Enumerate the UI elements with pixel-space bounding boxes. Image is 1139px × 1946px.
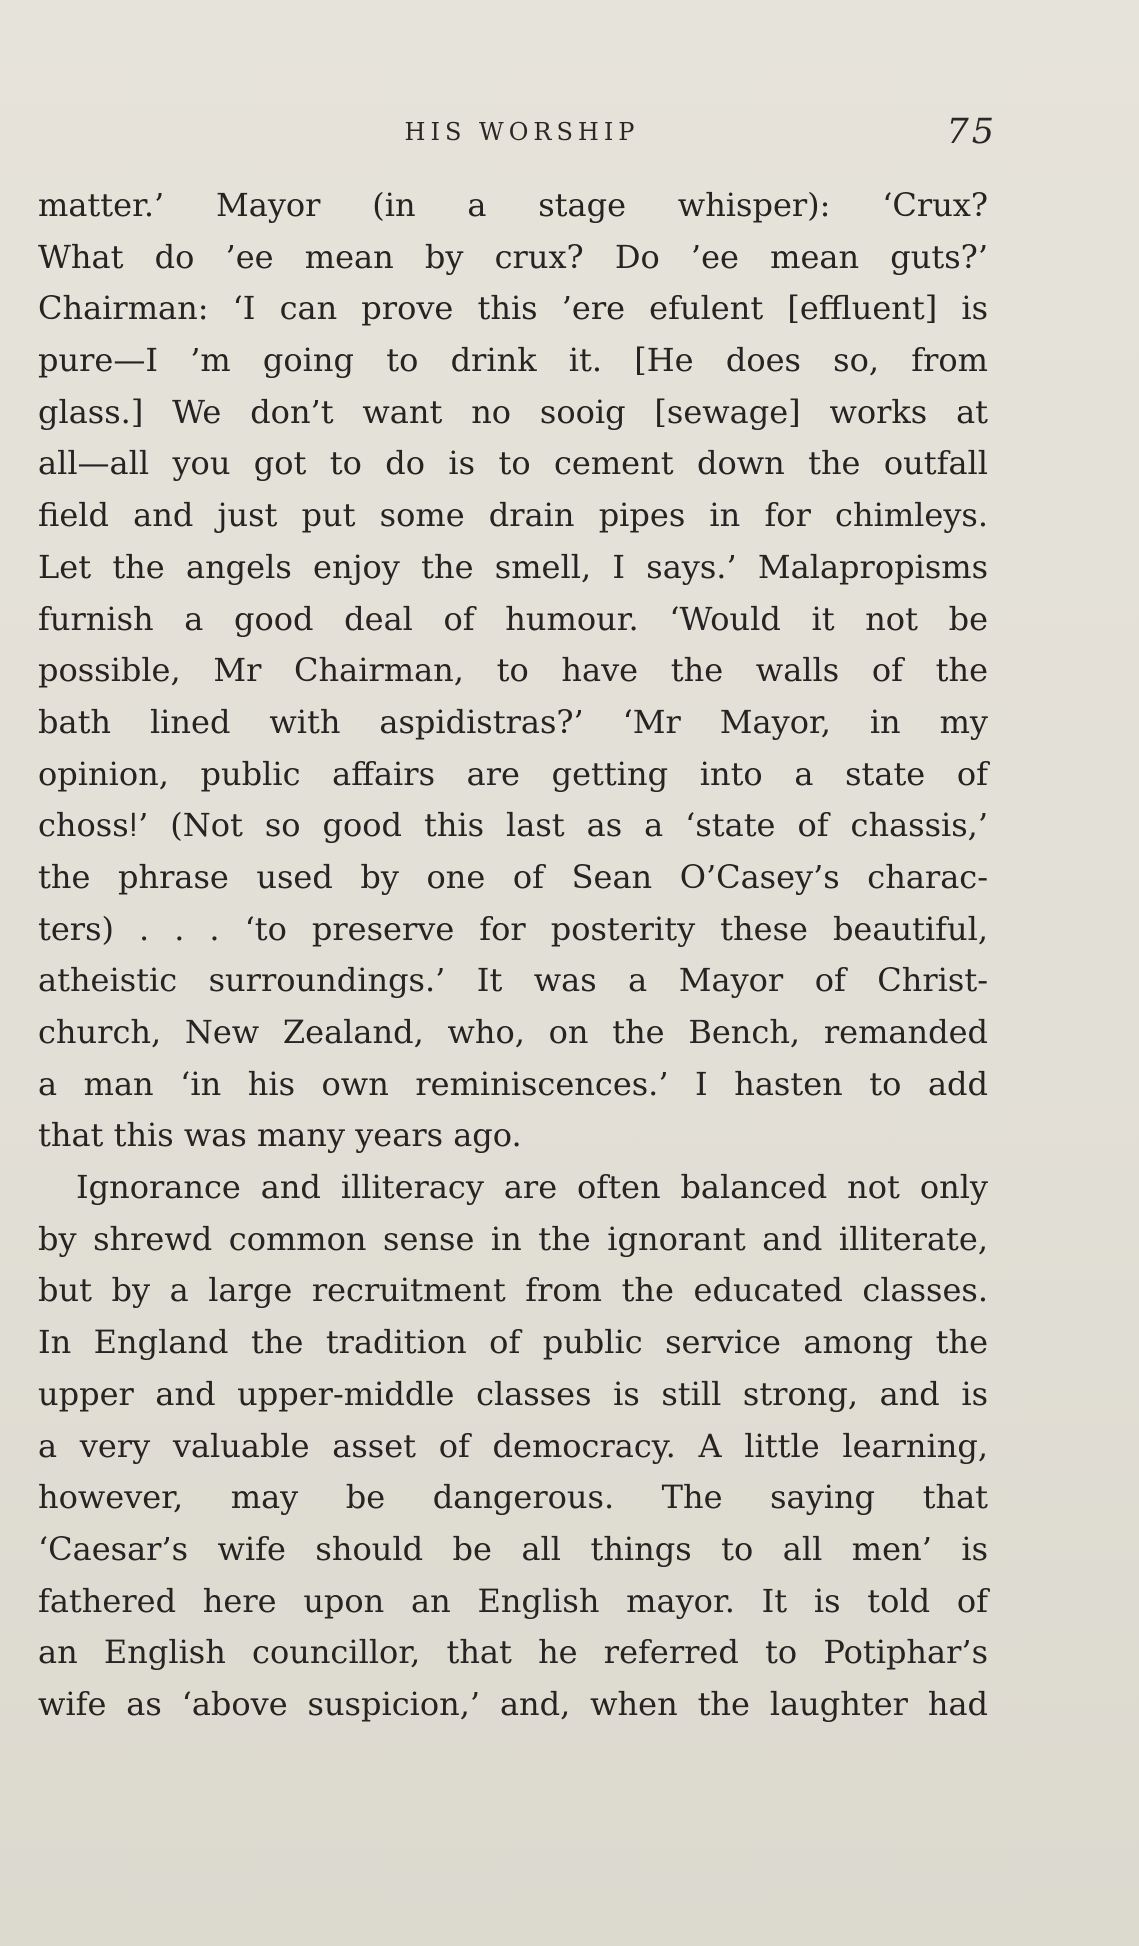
text-line: the phrase used by one of Sean O’Casey’s charac- (38, 857, 988, 896)
text-line: a man ‘in his own reminiscences.’ I hasten to add (38, 1064, 988, 1103)
text-line: fathered here upon an English mayor. It is told of (38, 1581, 988, 1620)
text-line: wife as ‘above suspicion,’ and, when the laughter had (38, 1684, 988, 1723)
text-line: church, New Zealand, who, on the Bench, remanded (38, 1013, 988, 1051)
text-line: field and just put some drain pipes in for chimleys. (38, 496, 988, 535)
text-line: glass.] We don’t want no sooig [sewage] works at (38, 392, 988, 431)
running-title: HIS WORSHIP (404, 118, 640, 146)
text-line: atheistic surroundings.’ It was a Mayor of Christ- (38, 961, 988, 1000)
text-line: Ignorance and illiteracy are often balanced not only (76, 1168, 988, 1207)
text-line: upper and upper-middle classes is still strong, and is (38, 1374, 988, 1413)
text-line: that this was many years ago. (38, 1116, 522, 1155)
text-line: possible, Mr Chairman, to have the walls of the (38, 651, 988, 690)
text-line: bath lined with aspidistras?’ ‘Mr Mayor, in my (38, 702, 988, 741)
text-line: a very valuable asset of democracy. A little learning, (38, 1426, 988, 1465)
text-line: opinion, public affairs are getting into a state of (38, 754, 988, 793)
body-text (38, 180, 988, 1731)
text-line: by shrewd common sense in the ignorant and illiterate, (38, 1219, 988, 1258)
text-line: an English councillor, that he referred to Potiphar’s (38, 1633, 988, 1672)
running-head (0, 112, 1139, 152)
text-line: all—all you got to do is to cement down the outfall (38, 444, 988, 483)
page-number: 75 (946, 112, 997, 152)
text-line: In England the tradition of public service among the (38, 1323, 988, 1362)
text-line: chossǃ’ (Not so good this last as a ‘state of chassis,’ (38, 806, 988, 845)
text-line: ters) . . . ‘to preserve for posterity these beautiful, (38, 909, 988, 948)
text-line: furnish a good deal of humour. ‘Would it not be (38, 599, 988, 638)
text-line: Chairman: ‘I can prove this ’ere efulent [effluent] is (38, 289, 988, 328)
text-line: What do ’ee mean by crux? Do ’ee mean guts?’ (38, 237, 988, 276)
text-line: ‘Caesar’s wife should be all things to all men’ is (38, 1529, 988, 1568)
text-line: Let the angels enjoy the smell, I says.’ Malapropisms (38, 547, 988, 586)
text-line: but by a large recruitment from the educated classes. (38, 1271, 988, 1310)
text-line: however, may be dangerous. The saying that (38, 1478, 988, 1517)
text-line: matter.’ Mayor (in a stage whisper): ‘Crux? (38, 186, 988, 224)
text-line: pure—I ’m going to drink it. [He does so, from (38, 341, 988, 380)
